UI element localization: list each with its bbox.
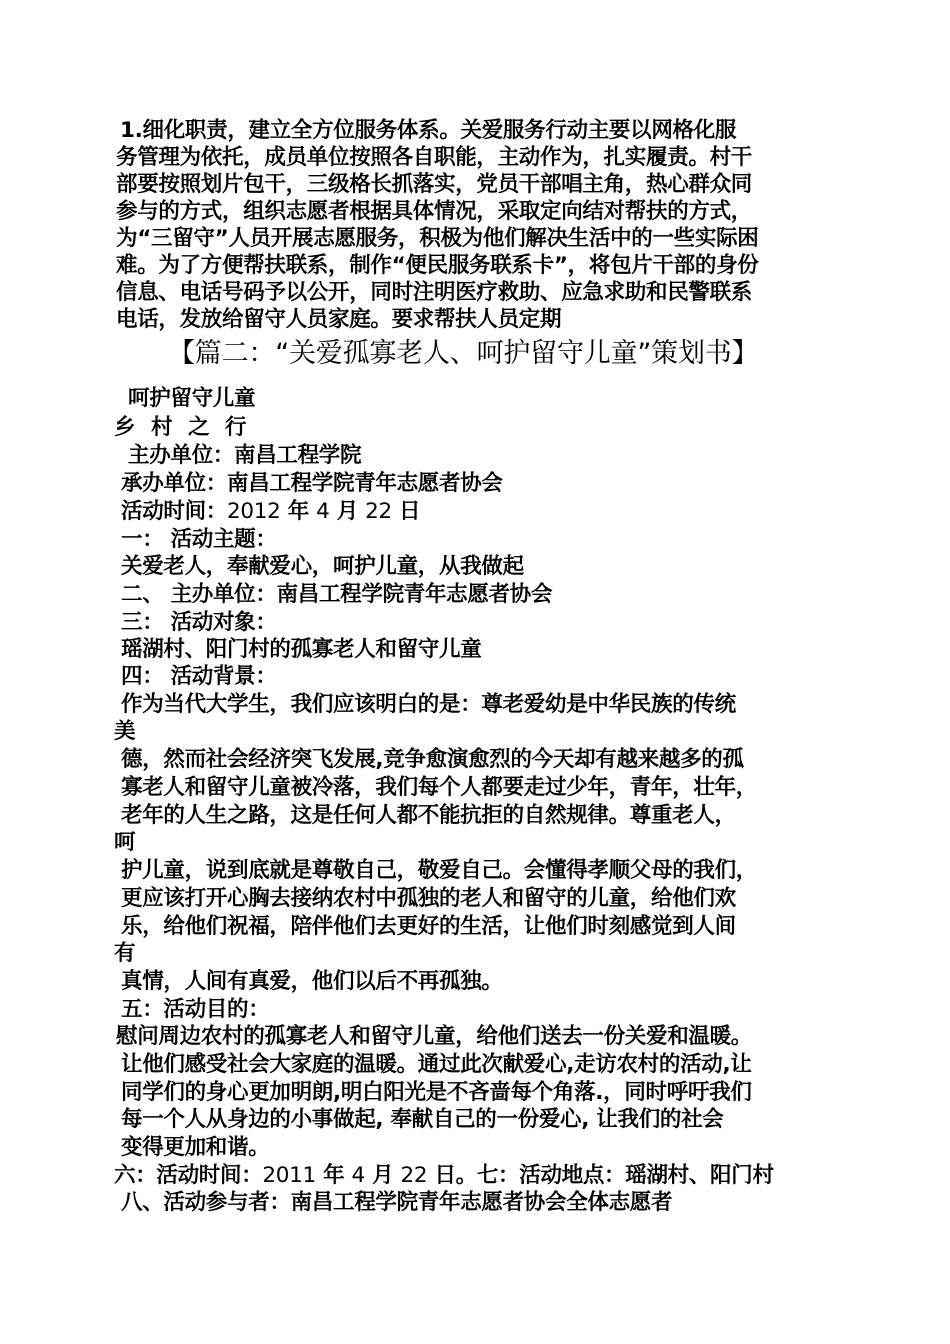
section-6-7-rest: 日。七：活动地点：瑶湖村、阳门村: [434, 1163, 774, 1188]
section-1-head: 一： 活动主题：: [121, 527, 277, 552]
time-day: 22: [365, 499, 392, 524]
activity-time-line: [121, 498, 420, 525]
section-8-line: 八、活动参与者：南昌工程学院青年志愿者协会全体志愿者: [121, 1190, 673, 1215]
section-6-year: 2011: [262, 1163, 316, 1188]
section-6-7-line: [114, 1162, 774, 1189]
section-4-line-3: 德，然而社会经济突飞发展,竞争愈演愈烈的今天却有越来越多的孤: [121, 747, 744, 772]
section-4-line-11: 真情，人间有真爱，他们以后不再孤独。: [121, 969, 503, 994]
section-6-label: 六：活动时间：: [114, 1163, 263, 1188]
section-6-day: 22: [400, 1163, 428, 1188]
section-3-body: 瑶湖村、阳门村的孤寡老人和留守儿童: [121, 637, 482, 662]
section-4-line-2: 美: [114, 719, 136, 744]
intro-line-6: 难。为了方便帮扶联系，制作“便民服务联系卡”，将包片干部的身份: [116, 253, 759, 278]
section-2-head: 二、 主办单位：南昌工程学院青年志愿者协会: [121, 582, 553, 607]
time-day-unit: 日: [399, 499, 421, 524]
host-line: 主办单位：南昌工程学院: [128, 443, 362, 468]
intro-line-8: 电话，发放给留守人员家庭。要求帮扶人员定期: [116, 307, 562, 332]
time-year: 2012: [227, 499, 281, 524]
time-month: 4: [316, 499, 330, 524]
section-4-line-10: 有: [114, 941, 136, 966]
intro-line-5: 为“三留守”人员开展志愿服务，积极为他们解决生活中的一些实际困: [116, 226, 759, 251]
intro-line-2: 务管理为依托，成员单位按照各自职能，主动作为，扎实履责。村干: [116, 145, 753, 170]
heading-line-1: 呵护留守儿童: [128, 386, 256, 411]
section-6-year-unit: 年: [323, 1163, 345, 1188]
time-year-unit: 年: [287, 499, 309, 524]
section-5-head: 五：活动目的：: [121, 997, 270, 1022]
time-label: 活动时间：: [121, 499, 228, 524]
intro-line-3: 部要按照划片包干，三级格长抓落实，党员干部唱主角，热心群众同: [116, 172, 753, 197]
intro-line-7: 信息、电话号码予以公开，同时注明医疗救助、应急求助和民警联系: [116, 280, 753, 305]
time-month-unit: 月: [336, 499, 358, 524]
section-title: 【篇二：“关爱孤寡老人、呵护留守儿童”策划书】: [168, 338, 759, 369]
section-1-body: 关爱老人，奉献爱心，呵护儿童，从我做起: [121, 554, 524, 579]
section-4-line-7: 护儿童，说到底就是尊敬自己，敬爱自己。会懂得孝顺父母的我们，: [121, 858, 758, 883]
section-4-head: 四： 活动背景：: [121, 664, 277, 689]
section-4-line-9: 乐，给他们祝福，陪伴他们去更好的生活，让他们时刻感觉到人间: [121, 914, 736, 939]
section-4-line-5: 老年的人生之路，这是任何人都不能抗拒的自然规律。尊重老人，: [121, 803, 736, 828]
section-4-line-8: 更应该打开心胸去接纳农村中孤独的老人和留守的儿童，给他们欢: [121, 886, 736, 911]
section-5-line-5: 变得更加和谐。: [121, 1135, 270, 1160]
organizer-line: 承办单位：南昌工程学院青年志愿者协会: [121, 471, 503, 496]
section-5-line-3: 同学们的身心更加明朗,明白阳光是不吝啬每个角落.，同时呼吁我们: [121, 1080, 752, 1105]
section-5-line-2: 让他们感受社会大家庭的温暖。通过此次献爱心,走访农村的活动,让: [121, 1052, 752, 1077]
section-4-line-6: 呵: [114, 830, 136, 855]
section-3-head: 三： 活动对象：: [121, 610, 277, 635]
intro-line-4: 参与的方式，组织志愿者根据具体情况，采取定向结对帮扶的方式，: [116, 199, 753, 224]
heading-line-2: 乡 村 之 行: [114, 415, 251, 440]
section-4-line-1: 作为当代大学生，我们应该明白的是：尊老爱幼是中华民族的传统: [121, 692, 736, 717]
intro-line-1: 1.细化职责，建立全方位服务体系。关爱服务行动主要以网格化服: [120, 118, 737, 143]
section-5-line-1: 慰问周边农村的孤寡老人和留守儿童，给他们送去一份关爱和温暖。: [116, 1024, 753, 1049]
section-6-month: 4: [351, 1163, 365, 1188]
section-4-line-4: 寡老人和留守儿童被冷落，我们每个人都要走过少年，青年，壮年，: [121, 775, 758, 800]
section-6-month-unit: 月: [372, 1163, 394, 1188]
section-5-line-4: 每一个人从身边的小事做起, 奉献自己的一份爱心, 让我们的社会: [121, 1107, 724, 1132]
